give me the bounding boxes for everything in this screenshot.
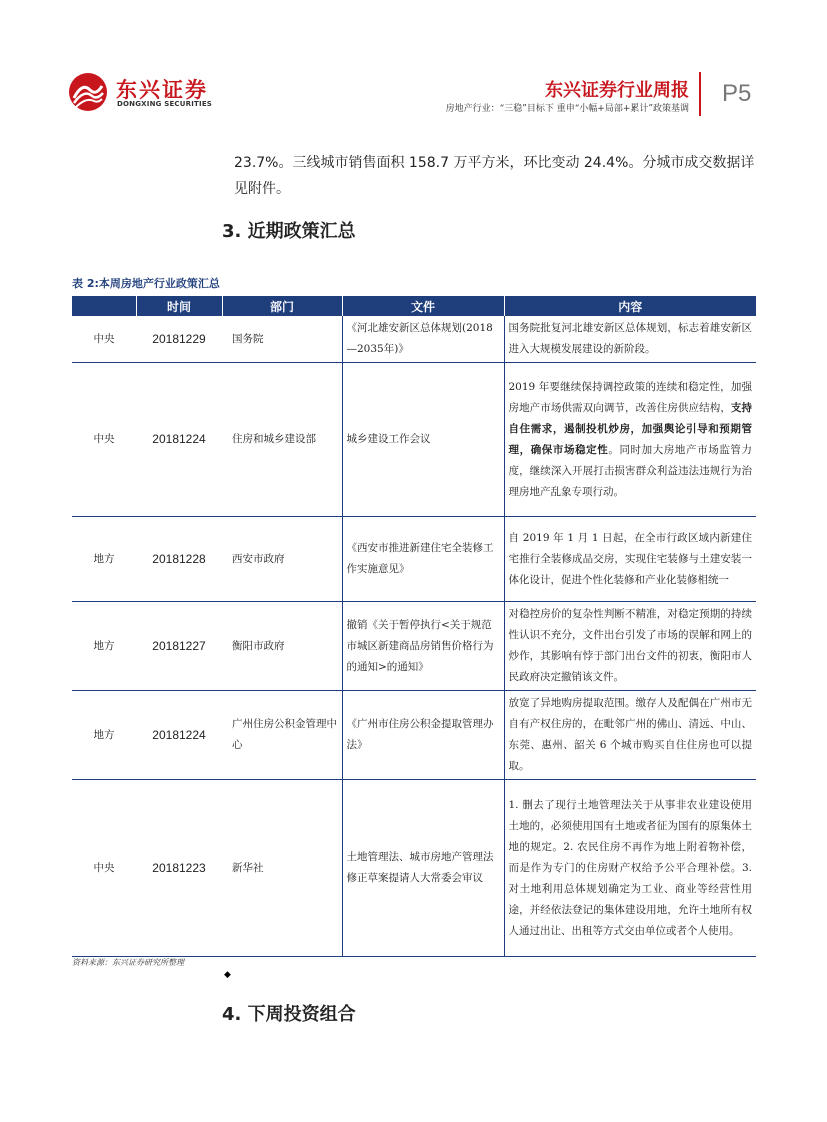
cell-level: 地方 <box>72 602 136 691</box>
content-text: 放宽了异地购房提取范围。缴存人及配偶在广州市无自有产权住房的，在毗邻广州的佛山、清远、中山、东莞、惠州、韶关 6 个城市购买自住住房也可以提取。 <box>508 697 752 772</box>
cell-dept: 西安市政府 <box>222 517 342 602</box>
cell-file: 撤销《关于暂停执行<关于规范市城区新建商品房销售价格行为的通知>的通知》 <box>342 602 504 691</box>
report-title: 东兴证券行业周报 <box>545 80 689 101</box>
cell-dept: 广州住房公积金管理中心 <box>222 691 342 780</box>
cell-dept: 衡阳市政府 <box>222 602 342 691</box>
cell-date: 20181224 <box>136 363 222 517</box>
content-bold-text: 支持自住需求，遏制投机炒房，加强舆论引导和预期管理，确保市场稳定性 <box>508 401 753 456</box>
cell-date: 20181223 <box>136 780 222 957</box>
cell-content <box>504 517 756 602</box>
col-header-file: 文件 <box>342 296 504 316</box>
cell-level: 中央 <box>72 316 136 363</box>
cell-level: 地方 <box>72 691 136 780</box>
cell-dept: 国务院 <box>222 316 342 363</box>
page-number: P5 <box>722 80 752 107</box>
content-tail-text: 。同时加大房地产市场监管力度，继续深入开展打击损害群众利益违法违规行为治理房地产乱象专项行动。 <box>508 443 753 498</box>
cell-content <box>504 602 756 691</box>
cell-level: 中央 <box>72 363 136 517</box>
cell-date: 20181228 <box>136 517 222 602</box>
logo-text-en: DONGXING SECURITIES <box>117 100 213 108</box>
table-row <box>72 602 756 691</box>
cell-date: 20181227 <box>136 602 222 691</box>
table-row <box>72 780 756 957</box>
section-4-title: 4. 下周投资组合 <box>222 1004 356 1025</box>
cell-content <box>504 780 756 957</box>
logo-text-cn: 东兴证券 <box>116 78 208 102</box>
source-note: 资料来源：东兴证券研究所整理 <box>72 958 184 967</box>
content-text: 国务院批复河北雄安新区总体规划，标志着雄安新区进入大规模发展建设的新阶段。 <box>508 322 752 355</box>
diamond-bullet-icon: ◆ <box>224 970 231 980</box>
cell-file: 《西安市推进新建住宅全装修工作实施意见》 <box>342 517 504 602</box>
table-caption: 表 2:本周房地产行业政策汇总 <box>72 277 220 290</box>
content-text: 2019 年要继续保持调控政策的连续和稳定性，加强房地产市场供需双向调节，改善住房供应结构， <box>508 380 752 414</box>
header-divider <box>699 72 701 116</box>
col-header-content: 内容 <box>504 296 756 316</box>
intro-paragraph: 23.7%。三线城市销售面积 158.7 万平方米，环比变动 24.4%。分城市成交数据详见附件。 <box>234 155 755 197</box>
table-row <box>72 363 756 517</box>
policy-table <box>72 296 756 957</box>
company-logo <box>68 72 238 116</box>
col-header-dept: 部门 <box>222 296 342 316</box>
cell-level: 中央 <box>72 780 136 957</box>
table-row <box>72 691 756 780</box>
cell-file: 土地管理法、城市房地产管理法修正草案提请人大常委会审议 <box>342 780 504 957</box>
cell-dept: 新华社 <box>222 780 342 957</box>
cell-file: 《河北雄安新区总体规划(2018—2035年)》 <box>342 316 504 363</box>
cell-content <box>504 691 756 780</box>
cell-content <box>504 363 756 517</box>
cell-date: 20181224 <box>136 691 222 780</box>
cell-file: 城乡建设工作会议 <box>342 363 504 517</box>
cell-content <box>504 316 756 363</box>
report-subtitle: 房地产行业：“三稳”目标下 重申“小幅+局部+累计”政策基调 <box>445 104 689 114</box>
col-header-date: 时间 <box>136 296 222 316</box>
section-3-title: 3. 近期政策汇总 <box>222 221 356 242</box>
table-row <box>72 316 756 363</box>
col-header-level <box>72 296 136 316</box>
cell-file: 《广州市住房公积金提取管理办法》 <box>342 691 504 780</box>
dongxing-logo-icon <box>68 72 108 112</box>
content-text: 对稳控房价的复杂性判断不精准，对稳定预期的持续性认识不充分，文件出台引发了市场的误解和网上的炒作，其影响有悖于部门出台文件的初衷，衡阳市人民政府决定撤销该文件。 <box>508 608 752 683</box>
content-text: 自 2019 年 1 月 1 日起，在全市行政区域内新建住宅推行全装修成品交房，实现住宅装修与土建安装一体化设计，促进个性化装修和产业化装修相统一 <box>508 531 752 586</box>
cell-dept: 住房和城乡建设部 <box>222 363 342 517</box>
table-header-row <box>72 296 756 316</box>
table-row <box>72 517 756 602</box>
cell-date: 20181229 <box>136 316 222 363</box>
content-text: 1. 删去了现行土地管理法关于从事非农业建设使用土地的，必须使用国有土地或者征为国有的原集体土地的规定。2. 农民住房不再作为地上附着物补偿，而是作为专门的住房财产权给予公平合理补偿。3. 对土地利用总体规划确定为工业、商业等经营性用途，并经依法登记的集体建设用地，允许土地所有权人通过出让、出租等方式交由单位或者个人使用。 <box>508 798 752 937</box>
cell-level: 地方 <box>72 517 136 602</box>
